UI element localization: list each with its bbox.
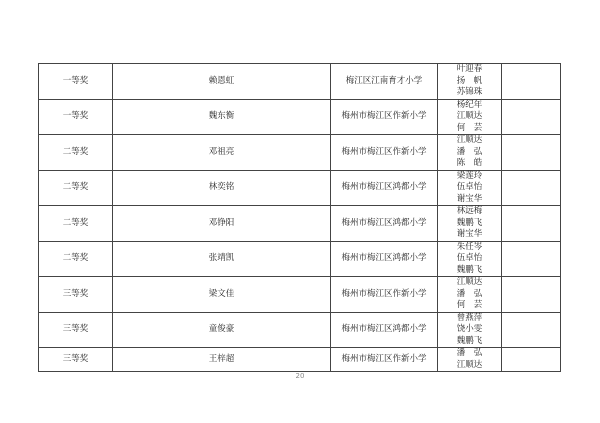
instructors-cell (438, 99, 502, 135)
instructors-cell (438, 206, 502, 242)
instructor-name: 饶小雯 (456, 324, 483, 334)
instructor-name: 扬 帆 (456, 75, 483, 86)
table-row (39, 170, 561, 206)
remark-cell (502, 99, 561, 135)
school-cell: 梅州市梅江区鸿都小学 (331, 170, 438, 206)
award-level-cell: 一等奖 (39, 64, 113, 100)
student-name-cell: 魏东衡 (113, 99, 331, 135)
instructor-name: 江顺达 (456, 277, 483, 287)
student-name-cell: 童俊豪 (113, 312, 331, 348)
school-cell: 梅州市梅江区鸿都小学 (331, 206, 438, 242)
table-row (39, 241, 561, 277)
page-number: 20 (295, 372, 305, 380)
remark-cell (502, 64, 561, 100)
instructors-cell (438, 348, 502, 372)
student-name-cell: 王梓超 (113, 348, 331, 372)
instructor-name: 叶迎春 (456, 64, 483, 74)
instructor-name: 伍卓怡 (456, 182, 483, 192)
award-level-cell: 二等奖 (39, 135, 113, 171)
award-level-cell: 二等奖 (39, 170, 113, 206)
school-cell: 梅州市梅江区作新小学 (331, 99, 438, 135)
remark-cell (502, 135, 561, 171)
student-name-cell: 赖恩虹 (113, 64, 331, 100)
instructor-name: 苏锦珠 (456, 87, 483, 97)
instructor-name: 潘 弘 (456, 288, 483, 299)
instructor-name: 朱任岑 (456, 241, 483, 252)
school-cell: 梅州市梅江区作新小学 (331, 277, 438, 313)
instructor-name: 曾燕萍 (456, 312, 483, 323)
award-level-cell: 二等奖 (39, 206, 113, 242)
instructors-cell (438, 312, 502, 348)
instructor-name: 潘 弘 (456, 146, 483, 157)
student-name-cell: 梁文佳 (113, 277, 331, 313)
instructor-name: 谢宝华 (456, 193, 483, 204)
table-row (39, 312, 561, 348)
table-row (39, 64, 561, 100)
remark-cell (502, 277, 561, 313)
remark-cell (502, 206, 561, 242)
instructors-cell (438, 277, 502, 313)
instructors-cell (438, 241, 502, 277)
instructor-name: 梁莲玲 (456, 170, 483, 181)
awards-table-body (39, 64, 561, 372)
award-level-cell: 三等奖 (39, 277, 113, 313)
instructor-name: 杨纪年 (456, 99, 483, 110)
instructor-name: 何 芸 (456, 122, 483, 133)
table-row (39, 277, 561, 313)
instructors-cell (438, 170, 502, 206)
instructor-name: 魏鹏飞 (456, 264, 483, 275)
instructor-name: 陈 皓 (456, 158, 483, 168)
instructor-name: 魏鹏飞 (456, 335, 483, 346)
award-level-cell: 三等奖 (39, 348, 113, 372)
table-row (39, 348, 561, 372)
instructor-name: 谢宝华 (456, 229, 483, 239)
instructor-name: 潘 弘 (456, 348, 483, 358)
school-cell: 梅江区江南育才小学 (331, 64, 438, 100)
instructor-name: 江顺达 (456, 359, 483, 370)
instructor-name: 江顺达 (456, 135, 483, 145)
remark-cell (502, 241, 561, 277)
award-level-cell: 三等奖 (39, 312, 113, 348)
remark-cell (502, 312, 561, 348)
school-cell: 梅州市梅江区鸿都小学 (331, 312, 438, 348)
instructors-cell (438, 64, 502, 100)
awards-table (38, 63, 561, 372)
instructor-name: 林远梅 (456, 206, 483, 216)
instructors-cell (438, 135, 502, 171)
student-name-cell: 林奕铭 (113, 170, 331, 206)
remark-cell (502, 348, 561, 372)
instructor-name: 何 芸 (456, 300, 483, 310)
instructor-name: 伍卓怡 (456, 253, 483, 263)
remark-cell (502, 170, 561, 206)
school-cell: 梅州市梅江区作新小学 (331, 348, 438, 372)
award-level-cell: 二等奖 (39, 241, 113, 277)
school-cell: 梅州市梅江区作新小学 (331, 135, 438, 171)
instructor-name: 江顺达 (456, 111, 483, 121)
student-name-cell: 张靖凯 (113, 241, 331, 277)
school-cell: 梅州市梅江区鸿都小学 (331, 241, 438, 277)
student-name-cell: 邓祖亮 (113, 135, 331, 171)
table-row (39, 135, 561, 171)
instructor-name: 魏鹏飞 (456, 217, 483, 228)
table-row (39, 99, 561, 135)
student-name-cell: 邓铮阳 (113, 206, 331, 242)
table-row (39, 206, 561, 242)
award-level-cell: 一等奖 (39, 99, 113, 135)
